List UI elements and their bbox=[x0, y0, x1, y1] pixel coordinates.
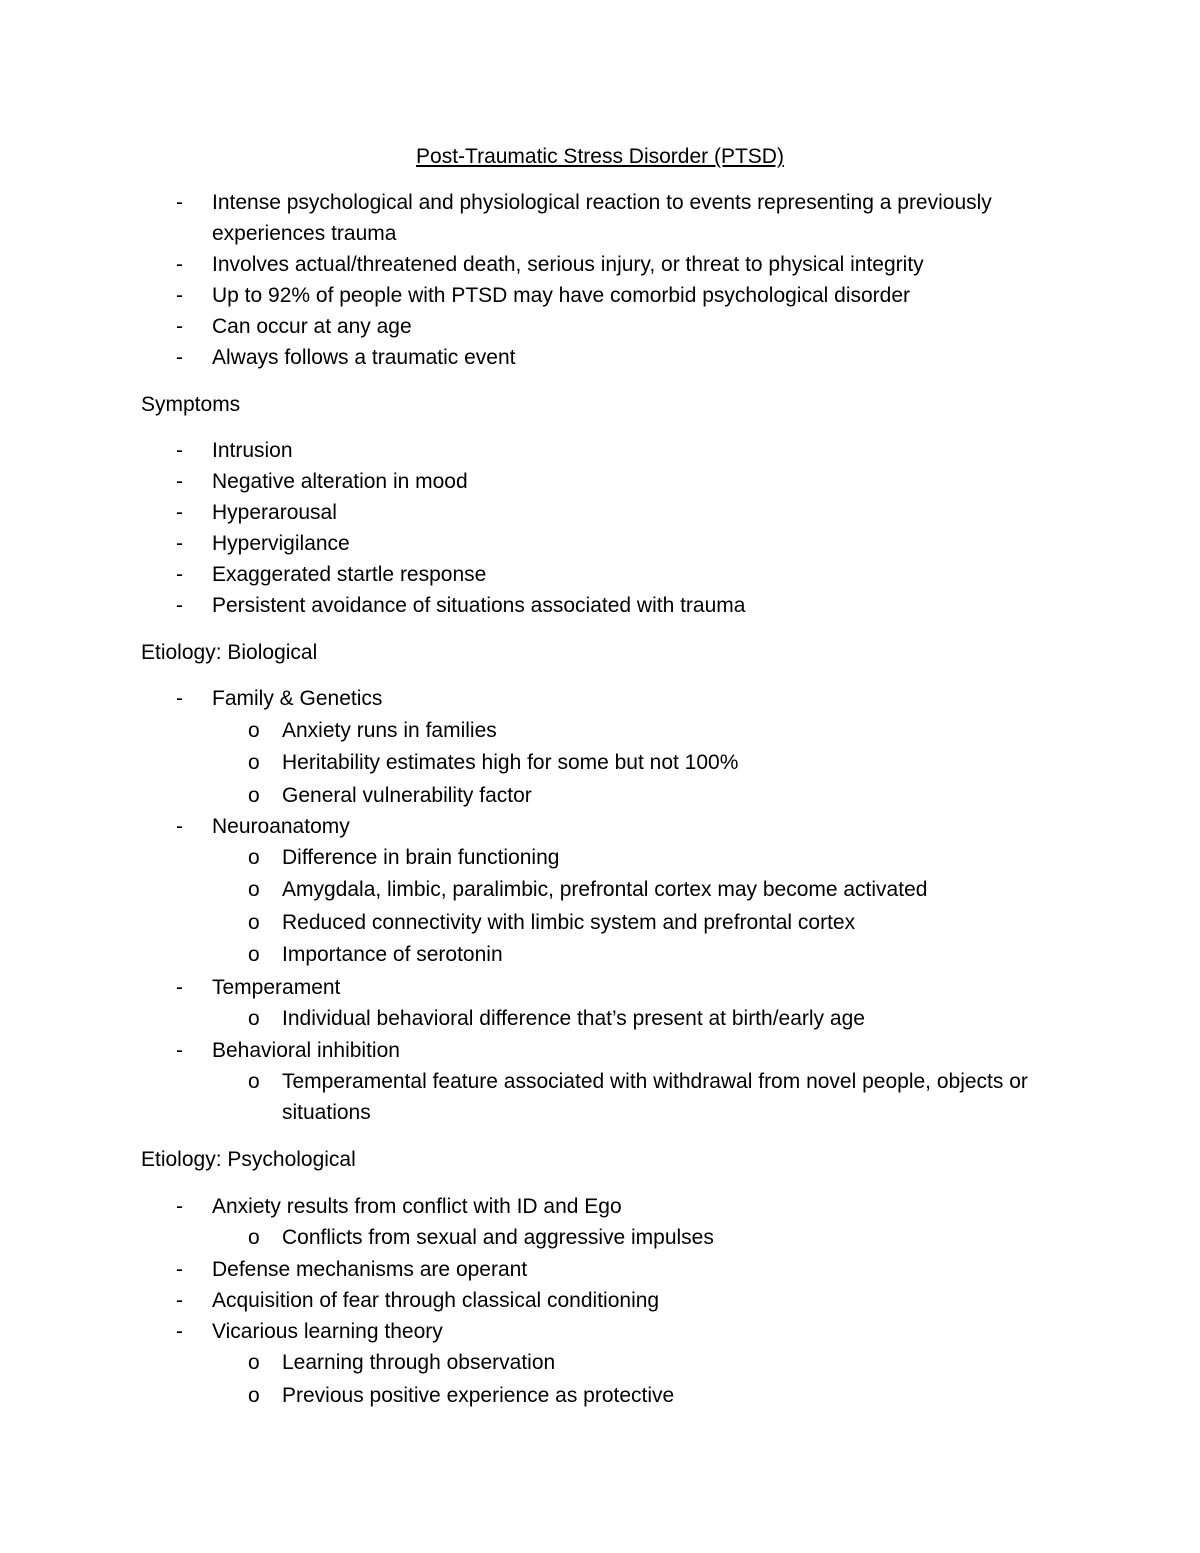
sub-item bbox=[246, 1003, 1076, 1034]
sub-item-text: Reduced connectivity with limbic system and prefrontal cortex bbox=[282, 911, 856, 934]
dash-marker: - bbox=[176, 191, 183, 214]
intro-item-text: Up to 92% of people with PTSD may have comorbid psychological disorder bbox=[212, 284, 911, 307]
biological-heading: Etiology: Biological bbox=[141, 641, 318, 664]
circle-marker: o bbox=[248, 1351, 260, 1374]
sub-item-text: Conflicts from sexual and aggressive impulses bbox=[282, 1226, 714, 1249]
sub-item bbox=[246, 907, 1076, 938]
dash-marker: - bbox=[176, 976, 183, 999]
page-title: Post-Traumatic Stress Disorder (PTSD) bbox=[416, 145, 784, 168]
defense-mechanisms-label: Defense mechanisms are operant bbox=[212, 1258, 528, 1281]
intro-item-text: Involves actual/threatened death, serious injury, or threat to physical integrity bbox=[212, 253, 924, 276]
sub-item bbox=[246, 1066, 1076, 1128]
circle-marker: o bbox=[248, 1070, 260, 1093]
dash-marker: - bbox=[176, 1195, 183, 1218]
dash-marker: - bbox=[176, 284, 183, 307]
intro-item bbox=[176, 249, 1036, 280]
intro-item-text: Always follows a traumatic event bbox=[212, 346, 516, 369]
dash-marker: - bbox=[176, 1320, 183, 1343]
symptom-item bbox=[176, 466, 1036, 497]
behavioral-inhibition-item bbox=[176, 1035, 1036, 1066]
psychological-heading: Etiology: Psychological bbox=[141, 1148, 356, 1171]
symptom-item-text: Negative alteration in mood bbox=[212, 470, 468, 493]
dash-marker: - bbox=[176, 470, 183, 493]
acquisition-fear-label: Acquisition of fear through classical conditioning bbox=[212, 1289, 660, 1312]
sub-item-text: Importance of serotonin bbox=[282, 943, 503, 966]
symptom-item-text: Exaggerated startle response bbox=[212, 563, 487, 586]
symptom-item bbox=[176, 435, 1036, 466]
family-genetics-item bbox=[176, 683, 1036, 714]
sub-item-text: Difference in brain functioning bbox=[282, 846, 560, 869]
dash-marker: - bbox=[176, 815, 183, 838]
symptom-item-text: Persistent avoidance of situations associated with trauma bbox=[212, 594, 746, 617]
circle-marker: o bbox=[248, 943, 260, 966]
circle-marker: o bbox=[248, 846, 260, 869]
behavioral-inhibition-label: Behavioral inhibition bbox=[212, 1039, 400, 1062]
intro-item bbox=[176, 187, 1036, 249]
vicarious-learning-label: Vicarious learning theory bbox=[212, 1320, 443, 1343]
symptom-item-text: Hyperarousal bbox=[212, 501, 337, 524]
sub-item bbox=[246, 842, 1076, 873]
defense-mechanisms-item bbox=[176, 1254, 1036, 1285]
temperament-item bbox=[176, 972, 1036, 1003]
dash-marker: - bbox=[176, 594, 183, 617]
dash-marker: - bbox=[176, 315, 183, 338]
acquisition-fear-item bbox=[176, 1285, 1036, 1316]
sub-item-text: Individual behavioral difference that’s present at birth/early age bbox=[282, 1007, 865, 1030]
sub-item-text: General vulnerability factor bbox=[282, 784, 532, 807]
circle-marker: o bbox=[248, 719, 260, 742]
temperament-label: Temperament bbox=[212, 976, 341, 999]
sub-item bbox=[246, 747, 1076, 778]
intro-item bbox=[176, 342, 1036, 373]
sub-item bbox=[246, 874, 1076, 905]
anxiety-conflict-item bbox=[176, 1191, 1036, 1222]
dash-marker: - bbox=[176, 439, 183, 462]
intro-item-text: Intense psychological and physiological reaction to events representing a previously experiences trauma bbox=[212, 191, 992, 245]
family-genetics-label: Family & Genetics bbox=[212, 687, 383, 710]
sub-item bbox=[246, 780, 1076, 811]
vicarious-learning-item bbox=[176, 1316, 1036, 1347]
dash-marker: - bbox=[176, 346, 183, 369]
dash-marker: - bbox=[176, 1039, 183, 1062]
dash-marker: - bbox=[176, 253, 183, 276]
sub-item bbox=[246, 939, 1076, 970]
sub-item bbox=[246, 1347, 1076, 1378]
symptom-item bbox=[176, 497, 1036, 528]
dash-marker: - bbox=[176, 501, 183, 524]
circle-marker: o bbox=[248, 784, 260, 807]
anxiety-conflict-label: Anxiety results from conflict with ID and Ego bbox=[212, 1195, 622, 1218]
intro-item bbox=[176, 280, 1036, 311]
symptoms-heading: Symptoms bbox=[141, 393, 241, 416]
circle-marker: o bbox=[248, 1226, 260, 1249]
dash-marker: - bbox=[176, 687, 183, 710]
sub-item-text: Previous positive experience as protective bbox=[282, 1384, 675, 1407]
circle-marker: o bbox=[248, 878, 260, 901]
neuroanatomy-label: Neuroanatomy bbox=[212, 815, 350, 838]
symptom-item bbox=[176, 528, 1036, 559]
sub-item-text: Heritability estimates high for some but not 100% bbox=[282, 751, 739, 774]
sub-item bbox=[246, 715, 1076, 746]
dash-marker: - bbox=[176, 563, 183, 586]
sub-item bbox=[246, 1380, 1076, 1411]
neuroanatomy-item bbox=[176, 811, 1036, 842]
symptom-item bbox=[176, 559, 1036, 590]
dash-marker: - bbox=[176, 1258, 183, 1281]
circle-marker: o bbox=[248, 751, 260, 774]
circle-marker: o bbox=[248, 1384, 260, 1407]
sub-item-text: Amygdala, limbic, paralimbic, prefrontal cortex may become activated bbox=[282, 878, 928, 901]
sub-item-text: Learning through observation bbox=[282, 1351, 556, 1374]
intro-item-text: Can occur at any age bbox=[212, 315, 412, 338]
sub-item-text: Anxiety runs in families bbox=[282, 719, 497, 742]
sub-item-text: Temperamental feature associated with withdrawal from novel people, objects or situations bbox=[282, 1070, 1028, 1124]
circle-marker: o bbox=[248, 1007, 260, 1030]
circle-marker: o bbox=[248, 911, 260, 934]
sub-item bbox=[246, 1222, 1076, 1253]
dash-marker: - bbox=[176, 1289, 183, 1312]
symptom-item-text: Intrusion bbox=[212, 439, 293, 462]
symptom-item-text: Hypervigilance bbox=[212, 532, 350, 555]
dash-marker: - bbox=[176, 532, 183, 555]
symptom-item bbox=[176, 590, 1036, 621]
intro-item bbox=[176, 311, 1036, 342]
